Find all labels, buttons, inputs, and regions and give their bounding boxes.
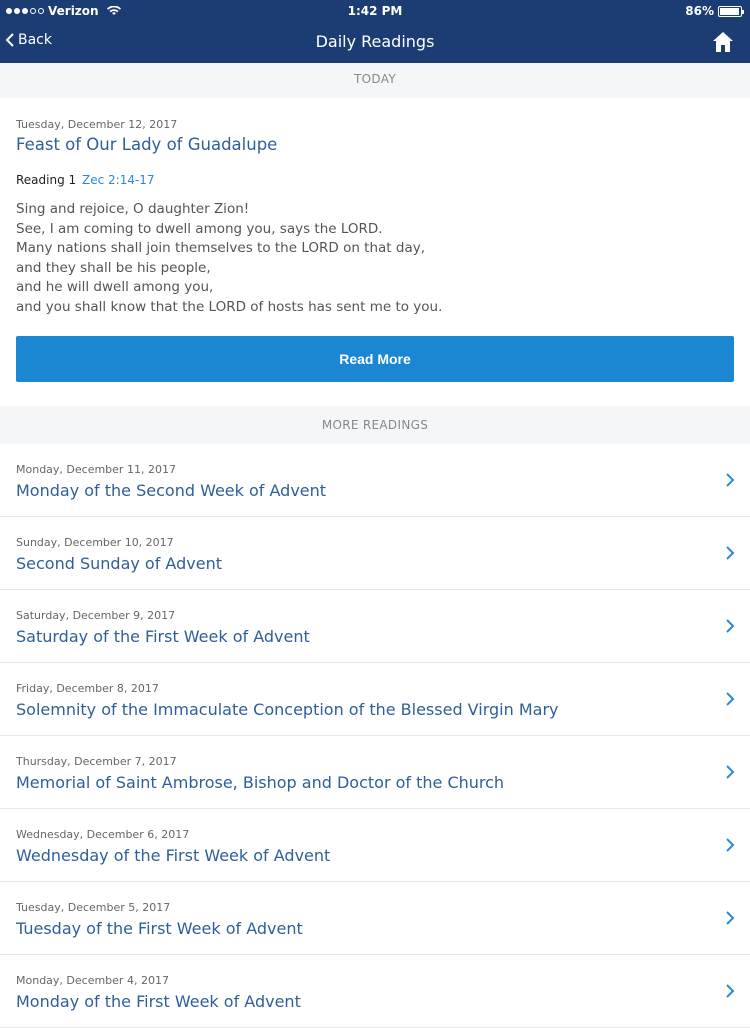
item-title: Wednesday of the First Week of Advent bbox=[16, 846, 331, 865]
item-date: Monday, December 4, 2017 bbox=[16, 974, 169, 987]
list-item[interactable] bbox=[0, 882, 750, 955]
reading-ref-link[interactable]: Zec 2:14-17 bbox=[82, 173, 155, 187]
excerpt-line: and they shall be his people, bbox=[16, 259, 211, 276]
chevron-right-icon bbox=[725, 545, 735, 561]
today-date: Tuesday, December 12, 2017 bbox=[16, 118, 178, 131]
list-item[interactable] bbox=[0, 955, 750, 1028]
today-feast-title[interactable]: Feast of Our Lady of Guadalupe bbox=[16, 135, 278, 154]
status-time: 1:42 PM bbox=[347, 4, 403, 18]
read-more-button[interactable]: Read More bbox=[16, 336, 734, 382]
list-item[interactable] bbox=[0, 590, 750, 663]
excerpt-line: See, I am coming to dwell among you, says the LORD. bbox=[16, 220, 383, 237]
battery-icon bbox=[718, 6, 742, 17]
reading-label: Reading 1 bbox=[16, 173, 77, 187]
excerpt-line: and he will dwell among you, bbox=[16, 279, 214, 296]
top-bar bbox=[0, 0, 750, 63]
item-date: Friday, December 8, 2017 bbox=[16, 682, 159, 695]
item-title: Monday of the First Week of Advent bbox=[16, 992, 301, 1011]
item-date: Wednesday, December 6, 2017 bbox=[16, 828, 190, 841]
item-date: Saturday, December 9, 2017 bbox=[16, 609, 176, 622]
chevron-right-icon bbox=[725, 691, 735, 707]
chevron-right-icon bbox=[725, 618, 735, 634]
reading-reference bbox=[16, 173, 155, 187]
item-title: Memorial of Saint Ambrose, Bishop and Doctor of the Church bbox=[16, 773, 505, 792]
chevron-right-icon bbox=[725, 472, 735, 488]
chevron-right-icon bbox=[725, 764, 735, 780]
item-title: Tuesday of the First Week of Advent bbox=[16, 919, 303, 938]
item-title: Saturday of the First Week of Advent bbox=[16, 627, 310, 646]
item-date: Thursday, December 7, 2017 bbox=[16, 755, 177, 768]
item-title: Monday of the Second Week of Advent bbox=[16, 481, 327, 500]
more-readings-list bbox=[0, 444, 750, 1028]
item-date: Tuesday, December 5, 2017 bbox=[16, 901, 171, 914]
item-title: Solemnity of the Immaculate Conception of the Blessed Virgin Mary bbox=[16, 700, 559, 719]
excerpt-line: Sing and rejoice, O daughter Zion! bbox=[16, 201, 250, 217]
list-item[interactable] bbox=[0, 736, 750, 809]
list-item[interactable] bbox=[0, 444, 750, 517]
page-title: Daily Readings bbox=[315, 32, 435, 51]
item-date: Sunday, December 10, 2017 bbox=[16, 536, 174, 549]
reading-excerpt bbox=[16, 200, 442, 318]
list-item[interactable] bbox=[0, 517, 750, 590]
excerpt-line: and you shall know that the LORD of hosts has sent me to you. bbox=[16, 298, 443, 315]
status-bar bbox=[0, 0, 750, 22]
chevron-right-icon bbox=[725, 983, 735, 999]
back-label: Back bbox=[18, 32, 52, 48]
navigation-bar bbox=[0, 22, 750, 63]
status-right bbox=[685, 4, 742, 18]
list-item[interactable] bbox=[0, 663, 750, 736]
more-readings-header: MORE READINGS bbox=[0, 406, 750, 444]
item-title: Second Sunday of Advent bbox=[16, 554, 222, 573]
today-section-header: TODAY bbox=[0, 63, 750, 98]
excerpt-line: Many nations shall join themselves to the LORD on that day, bbox=[16, 240, 426, 257]
chevron-right-icon bbox=[725, 837, 735, 853]
carrier-label: Verizon bbox=[48, 4, 99, 18]
battery-percent: 86% bbox=[685, 4, 714, 18]
list-item[interactable] bbox=[0, 809, 750, 882]
item-date: Monday, December 11, 2017 bbox=[16, 463, 176, 476]
chevron-right-icon bbox=[725, 910, 735, 926]
home-icon[interactable] bbox=[712, 31, 734, 53]
